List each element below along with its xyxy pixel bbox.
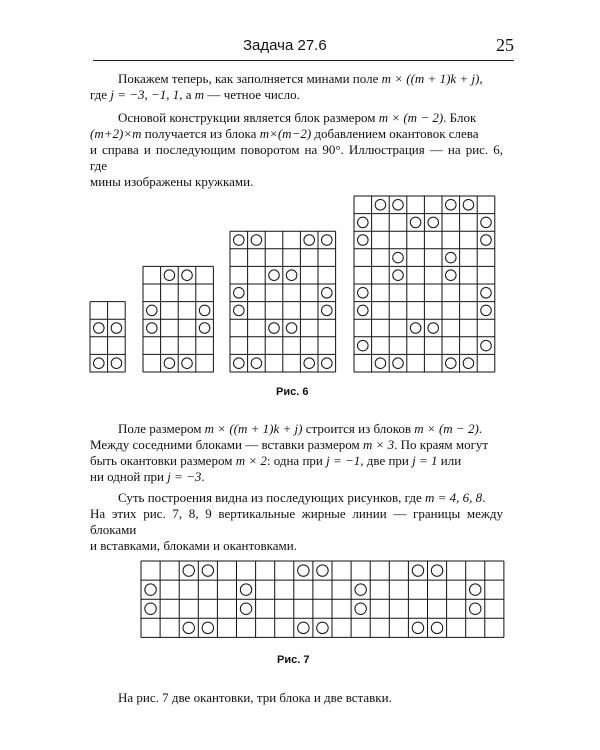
mine-circle <box>298 565 309 576</box>
mine-circle <box>355 603 366 614</box>
running-title: Задача 27.6 <box>243 37 327 54</box>
mine-circle <box>183 622 194 633</box>
mine-circle <box>412 622 423 633</box>
paragraph-4: Суть построения видна из последующих рисунков, где m = 4, 6, 8. На этих рис. 7, 8, 9 вертикальные жирные линии — границы между блоками и вставками, блоками и окантовками. <box>90 490 503 553</box>
mine-circle <box>240 603 251 614</box>
mine-circle <box>145 603 156 614</box>
mine-circle <box>470 603 481 614</box>
mine-circle <box>431 622 442 633</box>
paragraph-1: Покажем теперь, как заполняется минами поле m × ((m + 1)k + j), где j = −3, −1, 1, а m — четное число. <box>90 71 483 102</box>
mine-circle <box>317 622 328 633</box>
paragraph-5: На рис. 7 две окантовки, три блока и две вставки. <box>118 690 392 705</box>
mine-circle <box>298 622 309 633</box>
mine-circle <box>355 584 366 595</box>
mine-circle <box>431 565 442 576</box>
mine-circle <box>202 565 213 576</box>
paragraph-2: Основой конструкции является блок размером m × (m − 2). Блок (m+2)×m получается из блока m×(m−2) добавлением окантовок слева и справа и последующим поворотом на 90°. Иллюстрация — на рис. 6, где мины изображены кружками. <box>90 110 503 189</box>
page-number: 25 <box>496 35 514 55</box>
paragraph-3: Поле размером m × ((m + 1)k + j) строится из блоков m × (m − 2). Между соседними блоками — вставки размером m × 3. По краям могут быть окантовки размером m × 2: одна при j = −1, две при j = 1 или ни одной при j = −3. <box>90 421 489 484</box>
figure-7-grid <box>141 561 504 637</box>
mine-circle <box>412 565 423 576</box>
mine-circle <box>183 565 194 576</box>
mine-circle <box>317 565 328 576</box>
figure-7-caption: Рис. 7 <box>277 654 310 666</box>
figure-6-caption: Рис. 6 <box>276 386 309 398</box>
mine-circle <box>470 584 481 595</box>
mine-circle <box>202 622 213 633</box>
mine-circle <box>145 584 156 595</box>
mine-circle <box>240 584 251 595</box>
